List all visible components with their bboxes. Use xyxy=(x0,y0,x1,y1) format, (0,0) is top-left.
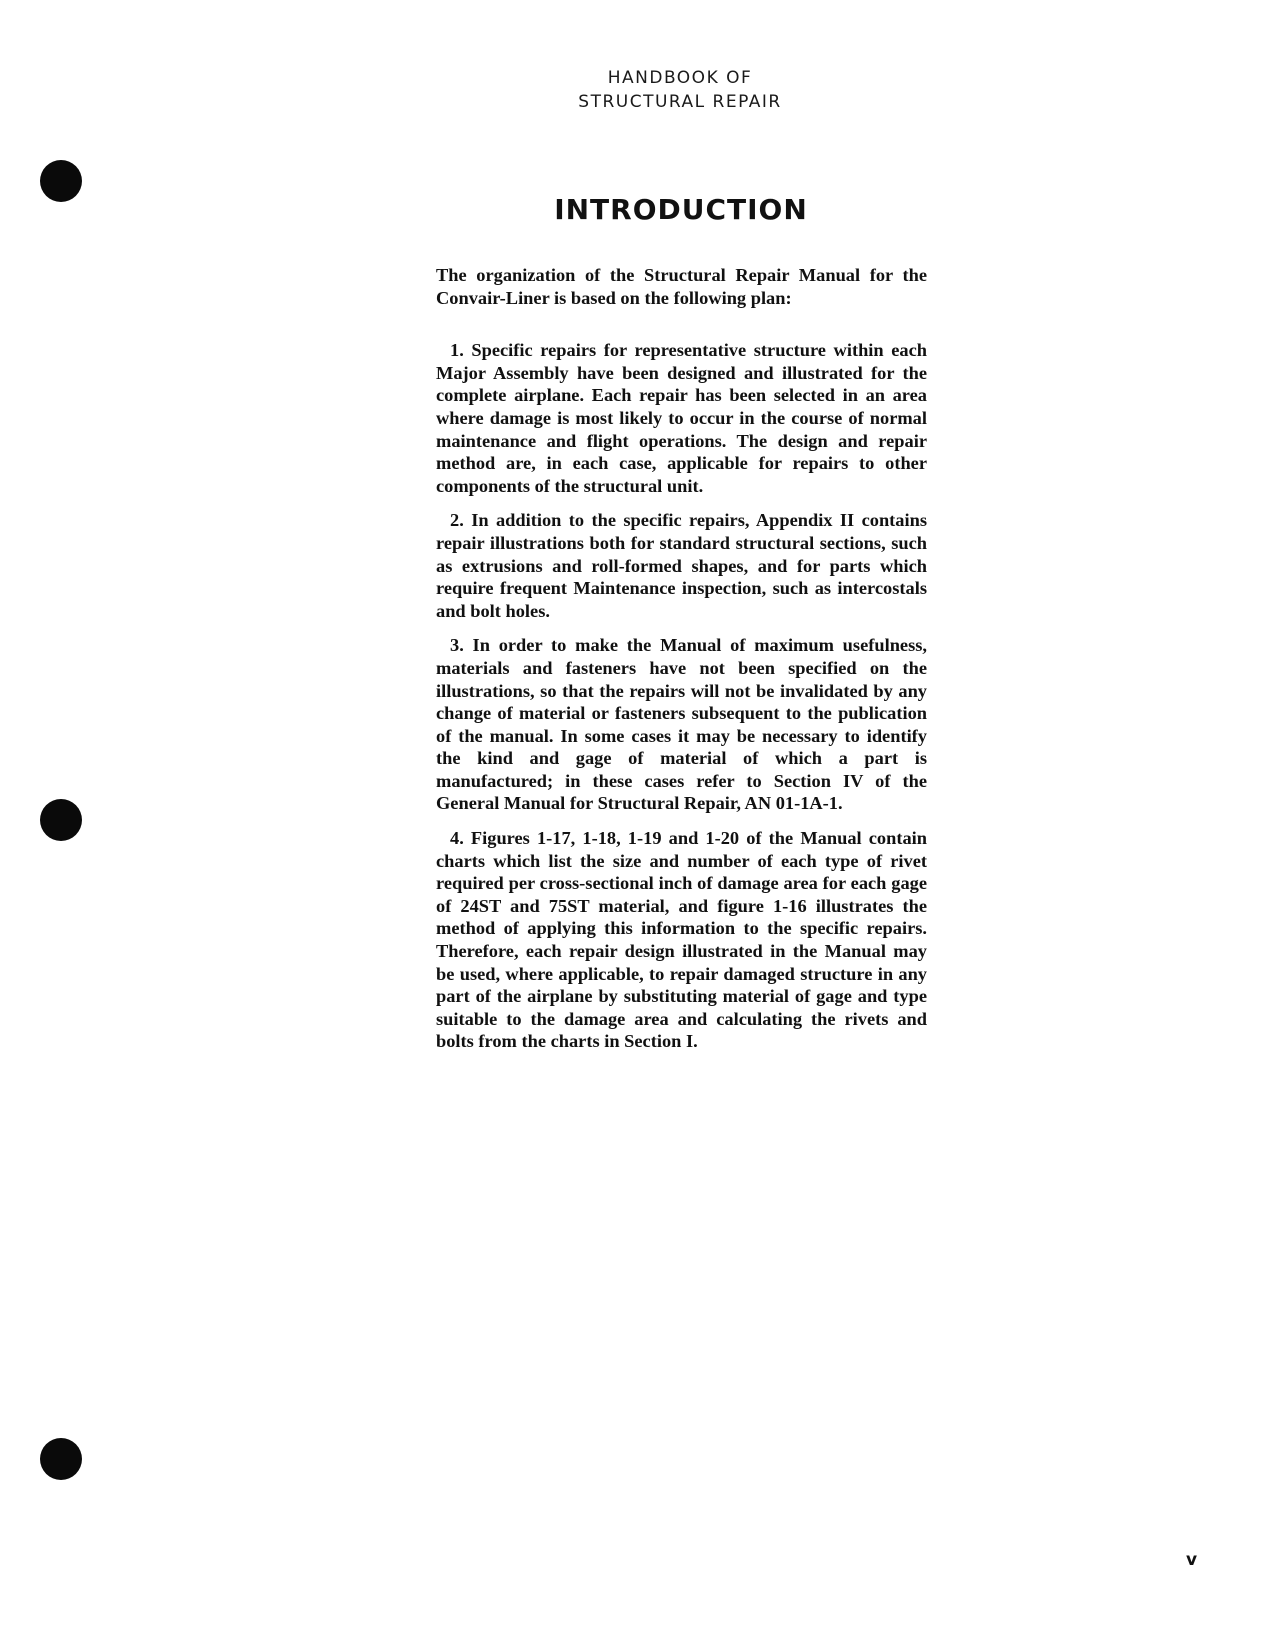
binder-hole-middle xyxy=(40,799,82,841)
plan-item-4: 4. Figures 1-17, 1-18, 1-19 and 1-20 of the Manual contain charts which list the size and number of each type of rivet required per cross-sectional inch of damage area for each gage of 24ST and 75ST material, and figure 1-16 illustrates the method of applying this information to the specific repairs. Therefore, each repair design illustrated in the Manual may be used, where applicable, to repair damaged structure in any part of the airplane by substituting material of gage and type suitable to the damage area and calculating the rivets and bolts from the charts in Section I. xyxy=(436,828,927,1052)
plan-item-3: 3. In order to make the Manual of maximum usefulness, materials and fasteners have not been specified on the illustrations, so that the repairs will not be invalidated by any change of material or fasteners subsequent to the publication of the manual. In some cases it may be necessary to identify the kind and gage of material of which a part is manufactured; in these cases refer to Section IV of the General Manual for Structural Repair, AN 01-1A-1. xyxy=(436,635,927,814)
plan-item-2: 2. In addition to the specific repairs, Appendix II contains repair illustrations both for standard structural sections, such as extrusions and roll-formed shapes, and for parts which require frequent Maintenance inspection, such as intercostals and bolt holes. xyxy=(436,510,927,621)
running-head-line-2: STRUCTURAL REPAIR xyxy=(578,92,782,112)
intro-paragraph: The organization of the Structural Repair Manual for the Convair-Liner is based on the following plan: xyxy=(436,265,927,308)
running-head-line-1: HANDBOOK OF xyxy=(607,68,753,88)
page-title: INTRODUCTION xyxy=(554,193,808,226)
page-number: v xyxy=(1186,1550,1198,1570)
plan-item-1: 1. Specific repairs for representative structure within each Major Assembly have been designed and illustrated for the complete airplane. Each repair has been selected in an area where damage is most likely to occur in the course of normal maintenance and flight operations. The design and repair method are, in each case, applicable for repairs to other components of the structural unit. xyxy=(436,340,927,496)
running-head xyxy=(540,66,820,114)
binder-hole-top xyxy=(40,160,82,202)
body-text xyxy=(436,264,927,1065)
binder-hole-bottom xyxy=(40,1438,82,1480)
